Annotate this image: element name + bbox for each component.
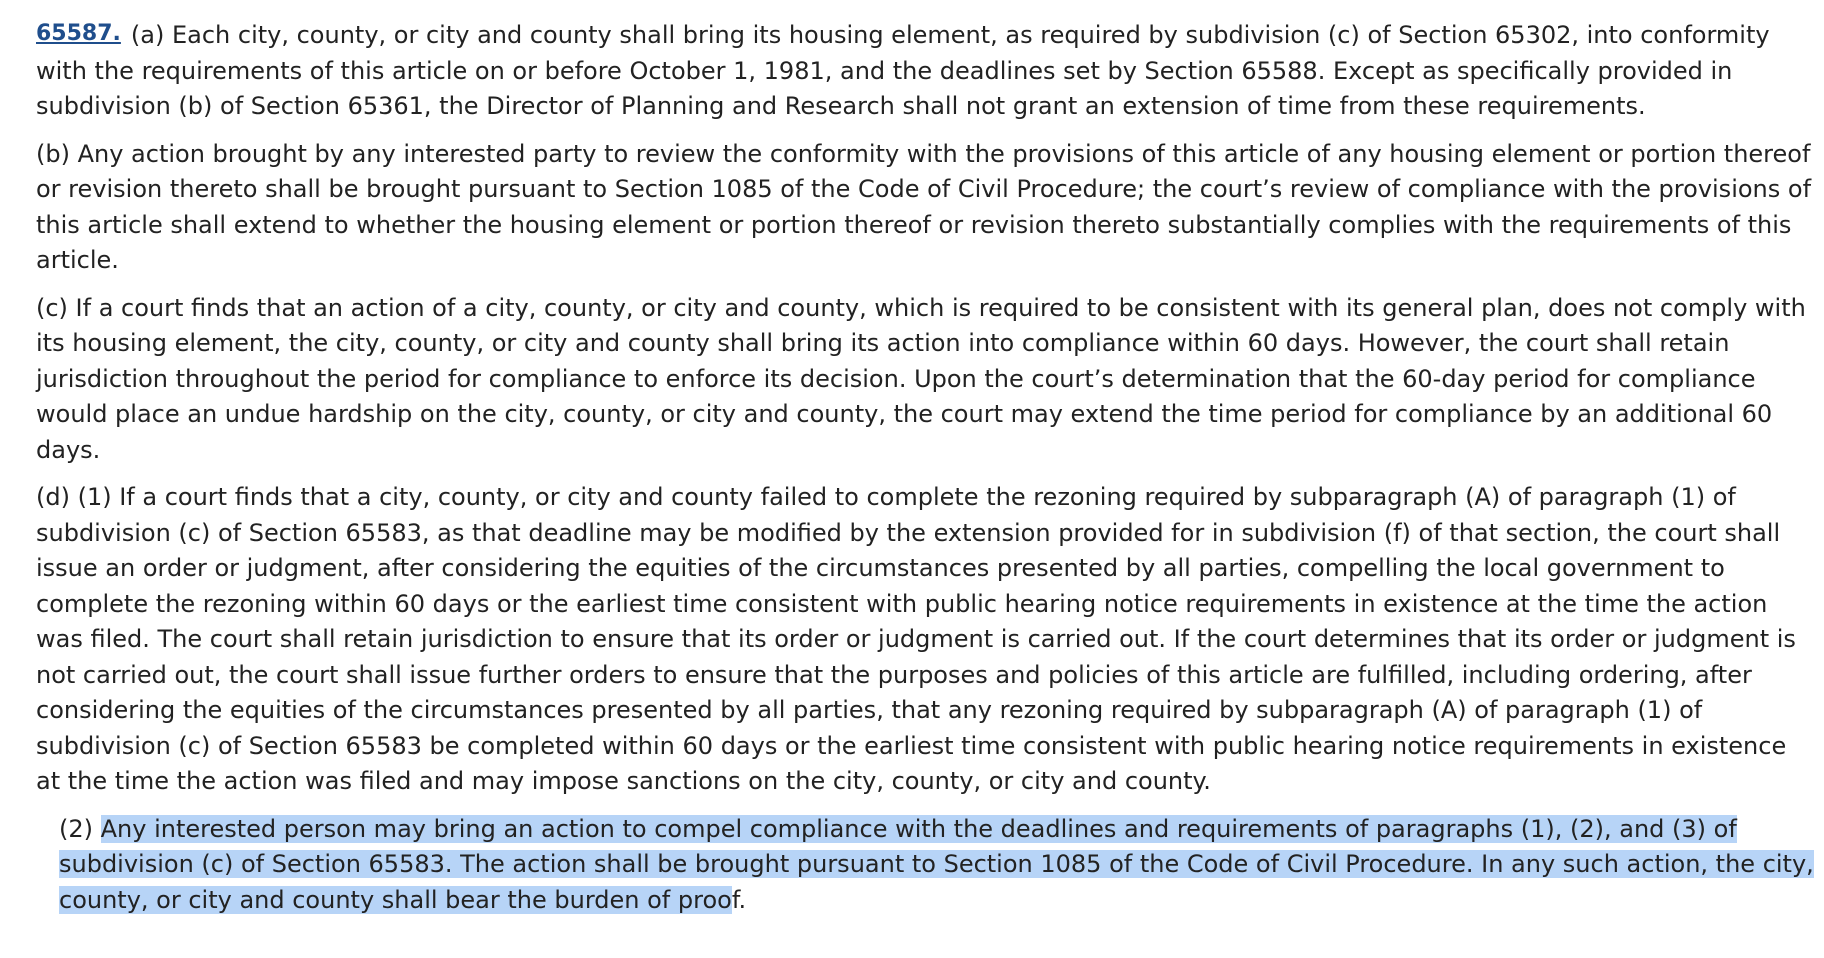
subdivision-d-paragraph-1: (d) (1) If a court finds that a city, county, or city and county failed to complete the rezoning required by subparagraph (A) of paragraph (1) of subdivision (c) of Section 65583, as that deadline may be modified by the extension provided for in subdivision (f) of that section, the court shall issue an order or judgment, after considering the equities of the circumstances presented by all parties, compelling the local government to complete the rezoning within 60 days or the earliest time consistent with public hearing notice requirements in existence at the time the action was filed. The court shall retain jurisdiction to ensure that its order or judgment is carried out. If the court determines that its order or judgment is not carried out, the court shall issue further orders to ensure that the purposes and policies of this article are fulfilled, including ordering, after considering the equities of the circumstances presented by all parties, that any rezoning required by subparagraph (A) of paragraph (1) of subdivision (c) of Section 65583 be completed within 60 days or the earliest time consistent with public hearing notice requirements in existence at the time the action was filed and may impose sanctions on the city, county, or city and county.	[36, 483, 1796, 795]
subdivision-a	[36, 16, 1816, 125]
section-number-link[interactable]: 65587.	[36, 21, 121, 46]
subdivision-a-text: (a) Each city, county, or city and county shall bring its housing element, as required by subdivision (c) of Section 65302, into conformity with the requirements of this article on or before October 1, 1981, and the deadlines set by Section 65588. Except as specifically provided in subdivision (b) of Section 65361, the Director of Planning and Research shall not grant an extension of time from these requirements.	[36, 21, 1770, 120]
subdivision-d-paragraph-2	[59, 812, 1816, 919]
paragraph-2-label: (2)	[59, 814, 101, 843]
subdivision-b: (b) Any action brought by any interested party to review the conformity with the provisions of this article of any housing element or portion thereof or revision thereto shall be brought pursuant to Section 1085 of the Code of Civil Procedure; the court’s review of compliance with the provisions of this article shall extend to whether the housing element or portion thereof or revision thereto substantially complies with the requirements of this article.	[36, 139, 1812, 274]
selected-text-highlight[interactable]: Any interested person may bring an action to compel compliance with the deadlines and requirements of paragraphs (1), (2), and (3) of subdivision (c) of Section 65583. The action shall be brought pursuant to Section 1085 of the Code of Civil Procedure. In any such action, the city, county, or city and county shall bear the burden of proo	[59, 814, 1814, 914]
paragraph-2-tail: f.	[731, 885, 747, 914]
subdivision-c: (c) If a court finds that an action of a city, county, or city and county, which is required to be consistent with its general plan, does not comply with its housing element, the city, county, or city and county shall bring its action into compliance within 60 days. However, the court shall retain jurisdiction throughout the period for compliance to enforce its decision. Upon the court’s determination that the 60-day period for compliance would place an undue hardship on the city, county, or city and county, the court may extend the time period for compliance by an additional 60 days.	[36, 293, 1806, 464]
